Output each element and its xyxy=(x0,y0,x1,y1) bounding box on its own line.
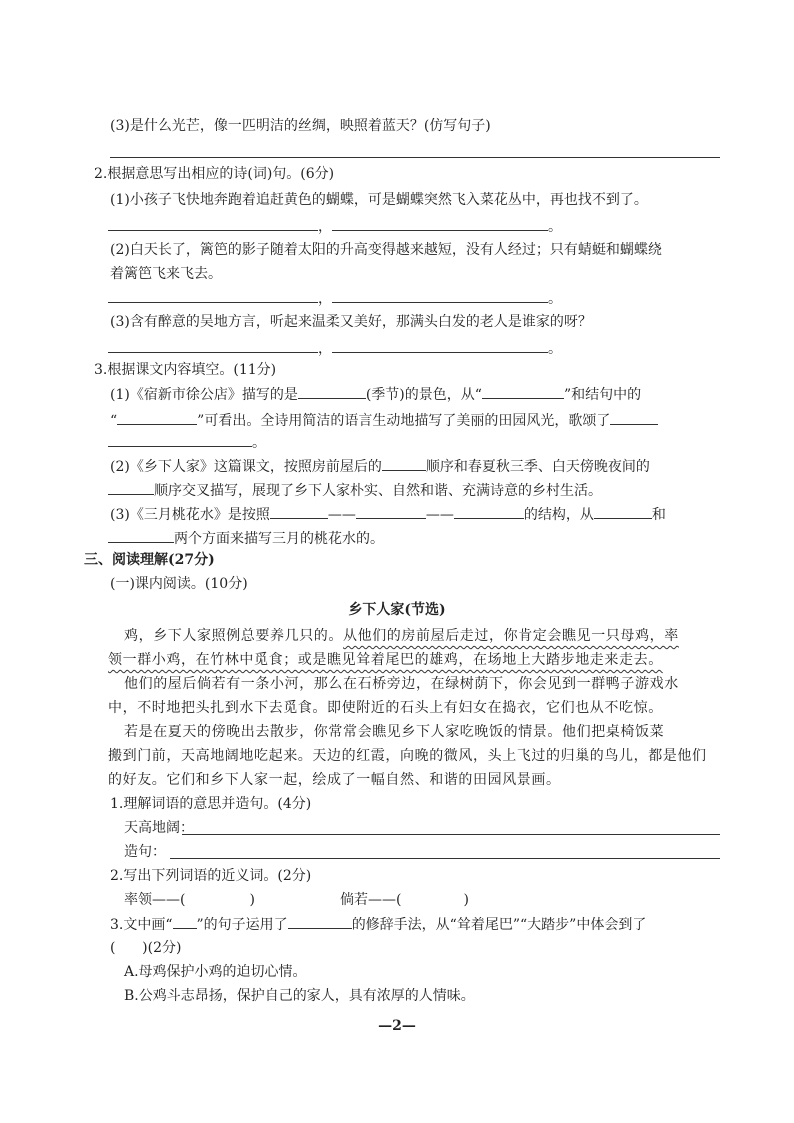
question-item: (2)白天长了，篱笆的影子随着太阳的升高变得越来越短，没有人经过；只有蜻蜓和蝴蝶绕 xyxy=(110,242,662,258)
question-item: “ ”可看出。全诗用简洁的语言生动地描写了美丽的田园风光，歌颂了 xyxy=(110,410,658,431)
question-title: 2.写出下列词语的近义词。(2分) xyxy=(110,868,312,884)
question-item: 倘若——( ) xyxy=(340,892,469,908)
passage-line xyxy=(108,650,663,670)
answer-blank[interactable] xyxy=(454,504,524,519)
question-item: 两个方面来描写三月的桃花水的。 xyxy=(108,528,384,549)
answer-blank[interactable] xyxy=(108,432,252,447)
answer-blank-row: ， 。 xyxy=(108,216,562,237)
page-number: —2— xyxy=(378,1018,416,1034)
answer-blank-row: ， 。 xyxy=(108,338,562,359)
question-title: 2.根据意思写出相应的诗(词)句。(6分) xyxy=(94,166,335,182)
question-item: (3)是什么光芒，像一匹明洁的丝绸，映照着蓝天？(仿写句子) xyxy=(110,118,491,134)
answer-blank[interactable] xyxy=(298,384,366,399)
answer-blank[interactable] xyxy=(288,914,352,929)
underline-sample xyxy=(173,914,197,929)
passage-line: 的好友。它们和乡下人家一起，绘成了一幅自然、和谐的田园风景画。 xyxy=(108,772,561,788)
answer-blank[interactable] xyxy=(117,410,197,425)
question-item: 率领——( ) xyxy=(124,892,255,908)
question-item: 天高地阔： xyxy=(124,820,194,836)
answer-blank[interactable] xyxy=(332,288,548,303)
question-item: 顺序交叉描写，展现了乡下人家朴实、自然和谐、充满诗意的乡村生活。 xyxy=(108,480,602,501)
wavy-underlined-sentence: 领一群小鸡，在竹林中觅食；或是瞧见耸着尾巴的雄鸡，在场地上大踏步地走来走去。 xyxy=(108,652,663,668)
answer-blank[interactable] xyxy=(108,288,318,303)
answer-blank[interactable] xyxy=(270,504,328,519)
passage-line: 若是在夏天的傍晚出去散步，你常常会瞧见乡下人家吃晚饭的情景。他们把桌椅饭菜 xyxy=(124,724,665,740)
option-b[interactable]: B.公鸡斗志昂扬，保护自己的家人，具有浓厚的人情味。 xyxy=(124,988,475,1004)
question-title: 1.理解词语的意思并造句。(4分) xyxy=(110,796,312,812)
answer-paren[interactable]: ( ) xyxy=(110,940,148,956)
answer-blank[interactable] xyxy=(382,456,426,471)
question-title: 3.文中画“ ”的句子运用了 的修辞手法，从“耸着尾巴”“大踏步”中体会到了 xyxy=(110,914,646,935)
answer-line[interactable] xyxy=(182,834,720,835)
answer-blank[interactable] xyxy=(108,216,318,231)
subsection-title: (一)课内阅读。(10分) xyxy=(110,576,248,592)
answer-blank[interactable] xyxy=(108,528,174,543)
question-item: (1)《宿新市徐公店》描写的是 (季节)的景色，从“ ”和结句中的 xyxy=(110,384,641,405)
question-item: (3)含有醉意的吴地方言，听起来温柔又美好，那满头白发的老人是谁家的呀？ xyxy=(110,314,592,330)
question-item: (1)小孩子飞快地奔跑着追赶黄色的蝴蝶，可是蝴蝶突然飞入菜花丛中，再也找不到了。 xyxy=(110,192,648,208)
question-item: 造句： xyxy=(124,844,166,860)
answer-blank[interactable] xyxy=(332,338,548,353)
option-a[interactable]: A.母鸡保护小鸡的迫切心情。 xyxy=(124,964,307,980)
answer-line[interactable] xyxy=(170,858,720,859)
answer-blank[interactable] xyxy=(108,480,154,495)
question-item: (3)《三月桃花水》是按照 —— —— 的结构，从 和 xyxy=(110,504,666,525)
answer-blank[interactable] xyxy=(356,504,426,519)
answer-blank-row: ， 。 xyxy=(108,288,562,309)
passage-title: 乡下人家(节选) xyxy=(348,602,446,618)
passage-line: 搬到门前，天高地阔地吃起来。天边的红霞，向晚的微风，头上飞过的归巢的鸟儿，都是他们 xyxy=(108,748,707,764)
passage-line: 他们的屋后倘若有一条小河，那么在石桥旁边，在绿树荫下，你会见到一群鸭子游戏水 xyxy=(124,676,679,692)
answer-blank[interactable] xyxy=(610,410,658,425)
answer-blank[interactable] xyxy=(108,338,318,353)
question-item: 。 xyxy=(108,432,266,453)
answer-blank[interactable] xyxy=(482,384,564,399)
wavy-underlined-sentence: 从他们的房前屋后走过，你肯定会瞧见一只母鸡，率 xyxy=(343,628,679,644)
section-title: 三、阅读理解(27分) xyxy=(84,552,215,568)
question-item: ( )(2分) xyxy=(110,940,182,956)
question-item: 着篱笆飞来飞去。 xyxy=(110,266,222,282)
passage-line: 中，不时地把头扎到水下去觅食。即使附近的石头上有妇女在捣衣，它们也从不吃惊。 xyxy=(108,700,663,716)
passage-line: 鸡，乡下人家照例总要养几只的。从他们的房前屋后走过，你肯定会瞧见一只母鸡，率 xyxy=(124,628,679,644)
question-item: (2)《乡下人家》这篇课文，按照房前屋后的 顺序和春夏秋三季、白天傍晚夜间的 xyxy=(110,456,650,477)
answer-blank[interactable] xyxy=(594,504,652,519)
answer-blank[interactable] xyxy=(332,216,548,231)
answer-line[interactable] xyxy=(110,157,720,158)
question-title: 3.根据课文内容填空。(11分) xyxy=(94,362,277,378)
